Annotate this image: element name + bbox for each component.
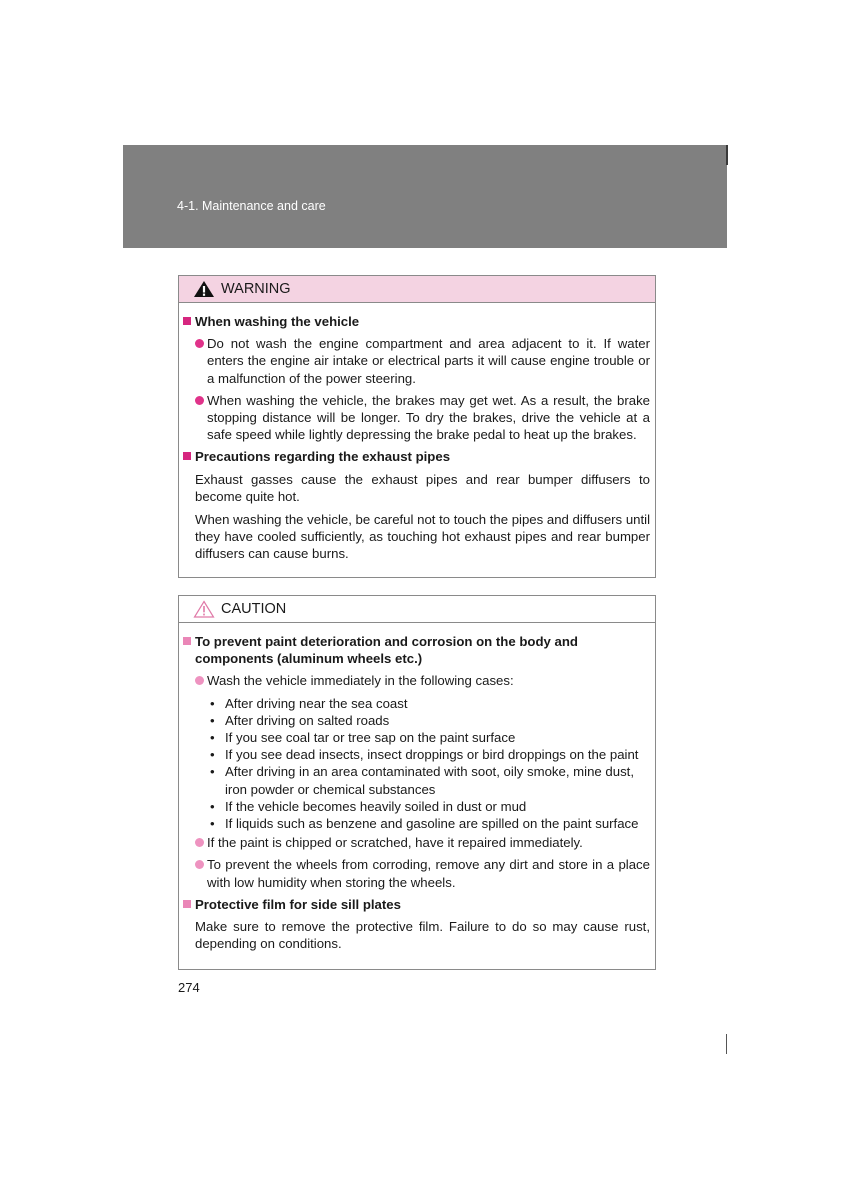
square-marker-icon: [183, 637, 191, 645]
caution-title: CAUTION: [221, 601, 287, 617]
subheading-text: Protective film for side sill plates: [195, 896, 401, 912]
square-marker-icon: [183, 900, 191, 908]
warning-triangle-icon: [193, 280, 215, 298]
bullet-dot-icon: [195, 676, 204, 685]
case-item: [207, 695, 650, 712]
caution-box: [178, 595, 656, 970]
case-text: If you see coal tar or tree sap on the paint surface: [225, 730, 516, 746]
list-item: [195, 335, 650, 387]
caution-header: [179, 596, 655, 623]
case-marker: •: [210, 695, 215, 711]
margin-edge-mark: [726, 1034, 727, 1054]
list-item-text: Wash the vehicle immediately in the following cases:: [207, 673, 514, 689]
section-title: 4-1. Maintenance and care: [177, 199, 326, 213]
subheading-text: When washing the vehicle: [195, 314, 360, 329]
caution-body: [179, 623, 655, 952]
list-item-text: When washing the vehicle, the brakes may get wet. As a result, the brake stopping distance will be longer. To dry the brakes, drive the vehicle at a safe speed while lightly depressing the brake pedal to heat up the brakes.: [207, 392, 650, 443]
case-item: [207, 815, 650, 832]
case-marker: •: [210, 747, 215, 763]
list-item-text: Do not wash the engine compartment and area adjacent to it. If water enters the engine air intake or electrical parts it will cause engine trouble or a malfunction of the power steering.: [207, 336, 650, 386]
case-item: [207, 729, 650, 746]
case-text: After driving in an area contaminated with soot, oily smoke, mine dust, iron powder or chemical substances: [225, 764, 635, 797]
list-item-text: If the paint is chipped or scratched, have it repaired immediately.: [207, 835, 583, 851]
section-header-band: [123, 145, 727, 248]
warning-title: WARNING: [221, 281, 291, 297]
case-text: After driving on salted roads: [225, 712, 390, 728]
case-text: After driving near the sea coast: [225, 695, 408, 711]
list-item: [195, 672, 650, 689]
list-item-text: To prevent the wheels from corroding, remove any dirt and store in a place with low humidity when storing the wheels.: [207, 857, 650, 890]
list-item: [195, 834, 650, 851]
case-marker: •: [210, 816, 215, 832]
case-marker: •: [210, 712, 215, 728]
warning-subheading: [183, 313, 650, 330]
page-number: 274: [178, 980, 200, 995]
bullet-dot-icon: [195, 860, 204, 869]
square-marker-icon: [183, 317, 191, 325]
case-item: [207, 746, 650, 763]
cases-list: [207, 695, 650, 833]
case-marker: •: [210, 764, 215, 780]
case-marker: •: [210, 730, 215, 746]
warning-subheading: [183, 448, 650, 465]
case-text: If the vehicle becomes heavily soiled in dust or mud: [225, 798, 527, 814]
square-marker-icon: [183, 452, 191, 460]
warning-header: [179, 276, 655, 303]
paragraph: Exhaust gasses cause the exhaust pipes and rear bumper diffusers to become quite hot.: [195, 471, 650, 504]
list-item: [195, 856, 650, 890]
case-item: [207, 763, 650, 797]
caution-subheading: [183, 896, 650, 913]
bullet-dot-icon: [195, 396, 204, 405]
bullet-dot-icon: [195, 838, 204, 847]
header-edge-mark: [726, 145, 728, 165]
subheading-text: To prevent paint deterioration and corrosion on the body and components (aluminum wheels etc.): [195, 634, 578, 667]
case-item: [207, 712, 650, 729]
subheading-text: Precautions regarding the exhaust pipes: [195, 449, 451, 465]
paragraph: Make sure to remove the protective film. Failure to do so may cause rust, depending on conditions.: [195, 919, 650, 952]
case-text: If liquids such as benzene and gasoline are spilled on the paint surface: [225, 816, 639, 832]
caution-subheading: [183, 633, 650, 667]
case-item: [207, 798, 650, 815]
paragraph: When washing the vehicle, be careful not to touch the pipes and diffusers until they have cooled sufficiently, as touching hot exhaust pipes and rear bumper diffusers can cause burns.: [195, 512, 651, 562]
warning-box: [178, 275, 656, 578]
case-marker: •: [210, 798, 215, 814]
list-item: [195, 392, 650, 444]
warning-body: [179, 303, 655, 563]
caution-triangle-icon: [193, 600, 215, 618]
bullet-dot-icon: [195, 339, 204, 348]
case-text: If you see dead insects, insect droppings or bird droppings on the paint: [225, 747, 639, 763]
